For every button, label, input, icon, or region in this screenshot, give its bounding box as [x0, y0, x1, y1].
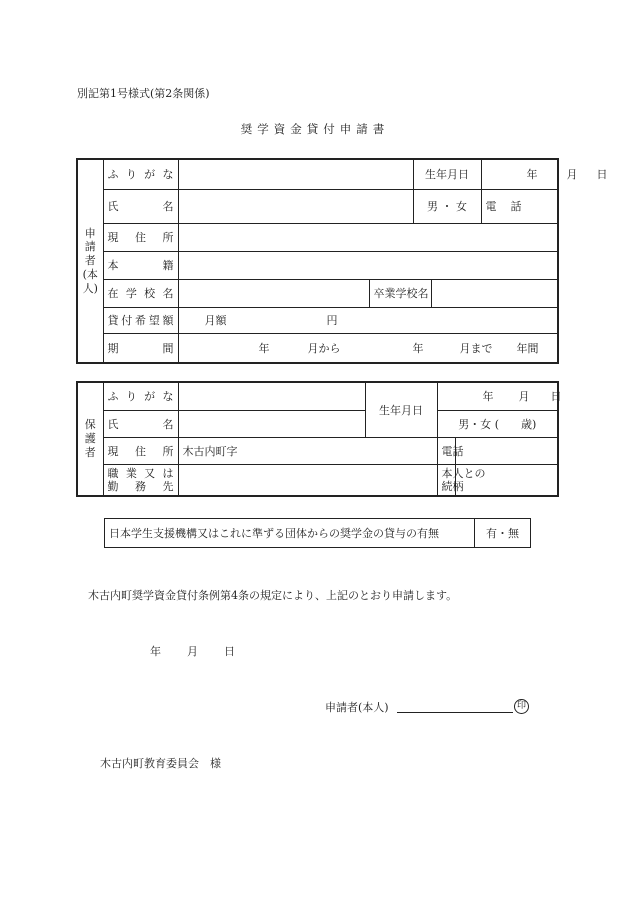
guardian-name-input[interactable] — [178, 410, 365, 437]
birth-label: 生年月日 — [413, 159, 481, 189]
guardian-birth-date-field[interactable]: 年 月 日 — [437, 382, 558, 410]
furigana-input[interactable] — [178, 159, 413, 189]
phone-label: 電話 — [485, 200, 536, 213]
guardian-furigana-label: ふりがな — [103, 382, 178, 410]
guardian-phone-input[interactable] — [455, 437, 558, 464]
loan-label: 貸付希望額 — [103, 307, 178, 333]
applicant-section-label: 申 請 者 (本 人) — [77, 159, 103, 363]
domicile-label: 本籍 — [103, 251, 178, 279]
applicant-signature-label: 申請者(本人) — [325, 701, 389, 714]
school-label: 在学校名 — [103, 279, 178, 307]
signature-line[interactable] — [397, 712, 513, 713]
phone-field[interactable] — [481, 189, 558, 223]
address-input[interactable] — [178, 223, 558, 251]
applicant-table — [76, 158, 608, 364]
name-input[interactable] — [178, 189, 413, 223]
guardian-table — [76, 381, 562, 497]
guardian-address-input[interactable]: 木古内町字 — [178, 437, 437, 464]
guardian-gender-age[interactable]: 男・女 ( 歳) — [437, 410, 558, 437]
name-label: 氏名 — [103, 189, 178, 223]
grad-school-input[interactable] — [431, 279, 558, 307]
guardian-work-label: 職業又は 勤務先 — [103, 464, 178, 496]
gender-select[interactable]: 男 ・ 女 — [413, 189, 481, 223]
guardian-section-label: 保 護 者 — [77, 382, 103, 496]
school-input[interactable] — [178, 279, 369, 307]
form-number: 別記第1号様式(第2条関係) — [77, 87, 210, 100]
period-field[interactable]: 年 月から 年 月まで 年間 — [178, 333, 558, 363]
address-label: 現住所 — [103, 223, 178, 251]
application-date[interactable]: 年 月 日 — [150, 645, 235, 658]
guardian-birth-label: 生年月日 — [365, 382, 437, 437]
guardian-name-label: 氏名 — [103, 410, 178, 437]
grad-school-label: 卒業学校名 — [369, 279, 431, 307]
scholarship-table — [104, 518, 531, 548]
guardian-address-label: 現住所 — [103, 437, 178, 464]
guardian-work-input[interactable] — [178, 464, 437, 496]
page-title: 奨学資金貸付申請書 — [240, 122, 390, 136]
loan-amount-field[interactable]: 月額 円 — [178, 307, 558, 333]
period-label: 期間 — [103, 333, 178, 363]
guardian-phone-label: 電話 — [437, 437, 455, 464]
application-statement: 木古内町奨学資金貸付条例第4条の規定により、上記のとおり申請します。 — [88, 589, 458, 602]
guardian-furigana-input[interactable] — [178, 382, 365, 410]
addressee: 木古内町教育委員会 様 — [100, 757, 221, 770]
guardian-relation-label: 本人との 続柄 — [437, 464, 455, 496]
scholarship-question: 日本学生支援機構又はこれに準ずる団体からの奨学金の貸与の有無 — [105, 519, 475, 548]
birth-date-field[interactable]: 年 月 日 — [481, 159, 558, 189]
furigana-label: ふりがな — [103, 159, 178, 189]
scholarship-answer[interactable]: 有・無 — [475, 519, 531, 548]
domicile-input[interactable] — [178, 251, 558, 279]
seal-mark: 印 — [514, 699, 529, 714]
